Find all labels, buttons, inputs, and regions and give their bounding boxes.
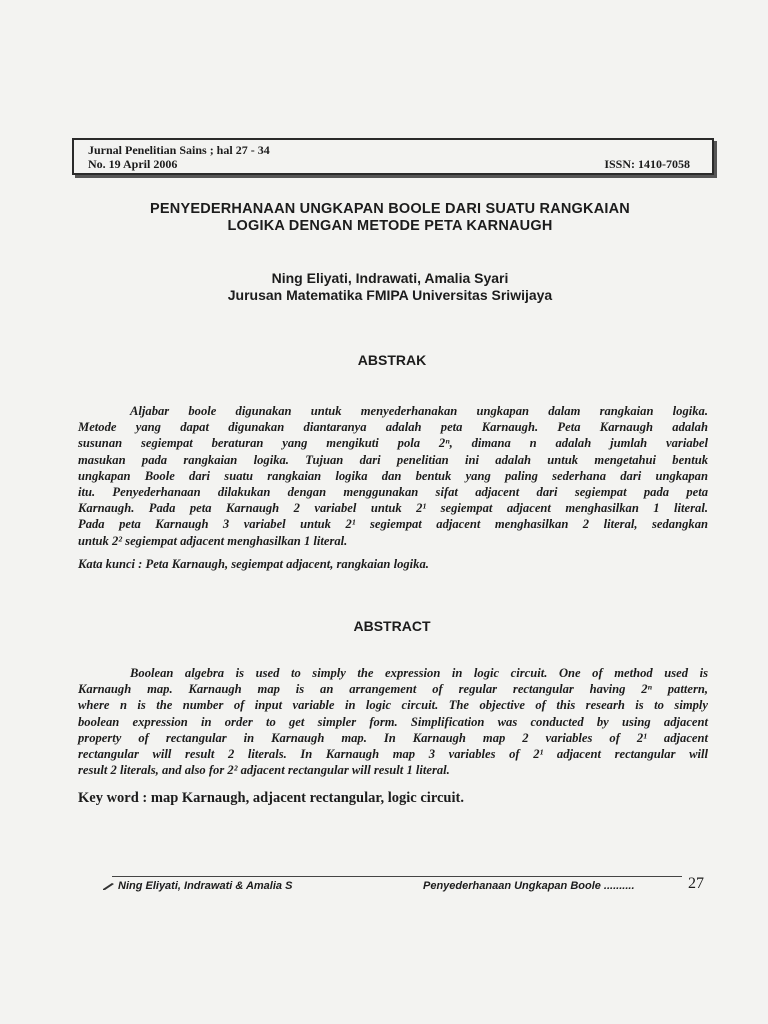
abstract-line: where n is the number of input variable in logic circuit. The objective of this researh is to simply (78, 698, 708, 713)
journal-name: Jurnal Penelitian Sains ; hal 27 - 34 (88, 143, 270, 157)
abstrak-line: itu. Penyederhanaan dilakukan dengan menggunakan sifat adjacent dari segiempat pada peta (78, 484, 708, 499)
abstract-paragraph (78, 665, 708, 778)
footer-rule (112, 876, 682, 877)
author-names: Ning Eliyati, Indrawati, Amalia Syari (271, 270, 509, 286)
abstrak-paragraph (78, 403, 708, 549)
kata-kunci: Kata kunci : Peta Karnaugh, segiempat adjacent, rangkaian logika. (78, 557, 429, 571)
footer-title: Penyederhanaan Ungkapan Boole .......... (423, 880, 635, 892)
abstrak-heading: ABSTRAK (357, 352, 427, 368)
page-number: 27 (688, 875, 704, 892)
journal-header-box (72, 138, 714, 175)
author-affiliation: Jurusan Matematika FMIPA Universitas Sriwijaya (227, 287, 553, 303)
paper-title-line-1: PENYEDERHANAAN UNGKAPAN BOOLE DARI SUATU RANGKAIAN (150, 201, 630, 217)
abstract-line: Karnaugh map. Karnaugh map is an arrangement of regular rectangular having 2ⁿ pattern, (78, 682, 708, 697)
abstract-line: boolean expression in order to get simpler form. Simplification was conducted by using adjacent (78, 714, 708, 729)
abstrak-line: Pada peta Karnaugh 3 variabel untuk 2¹ segiempat adjacent menghasilkan 2 literal, sedangkan (78, 517, 708, 532)
abstrak-line: susunan segiempat beraturan yang mengikuti pola 2ⁿ, dimana n adalah jumlah variabel (78, 436, 708, 451)
abstrak-line: untuk 2² segiempat adjacent menghasilkan 1 literal. (78, 533, 348, 548)
journal-issue: No. 19 April 2006 (88, 157, 178, 171)
abstrak-line: Metode yang dapat digunakan diantaranya adalah peta Karnaugh. Peta Karnaugh adalah (78, 420, 708, 435)
key-word: Key word : map Karnaugh, adjacent rectangular, logic circuit. (78, 790, 464, 806)
abstract-heading: ABSTRACT (353, 618, 431, 634)
journal-issn: ISSN: 1410-7058 (604, 157, 690, 171)
abstrak-line: Aljabar boole digunakan untuk menyederhanakan ungkapan dalam rangkaian logika. (130, 404, 708, 418)
abstract-line: Boolean algebra is used to simply the expression in logic circuit. One of method used is (130, 666, 708, 680)
abstract-line: result 2 literals, and also for 2² adjacent rectangular will result 1 literal. (78, 763, 450, 778)
abstrak-line: Karnaugh. Pada peta Karnaugh 2 variabel untuk 2¹ segiempat adjacent menghasilkan 1 literal. (78, 501, 708, 516)
abstrak-line: ungkapan Boole dari suatu rangkaian logika dan bentuk yang paling sederhana dari ungkapan (78, 468, 708, 483)
paper-title-line-2: LOGIKA DENGAN METODE PETA KARNAUGH (227, 218, 553, 234)
pen-icon (103, 882, 115, 890)
abstrak-line: masukan pada rangkaian logika. Tujuan dari penelitian ini adalah untuk mengetahui bentuk (78, 452, 708, 467)
abstract-line: property of rectangular in Karnaugh map. In Karnaugh map 2 variables of 2¹ adjacent (78, 730, 708, 745)
footer-authors: Ning Eliyati, Indrawati & Amalia S (118, 880, 293, 892)
abstract-line: rectangular will result 2 literals. In Karnaugh map 3 variables of 2¹ adjacent rectangular will (78, 746, 708, 761)
